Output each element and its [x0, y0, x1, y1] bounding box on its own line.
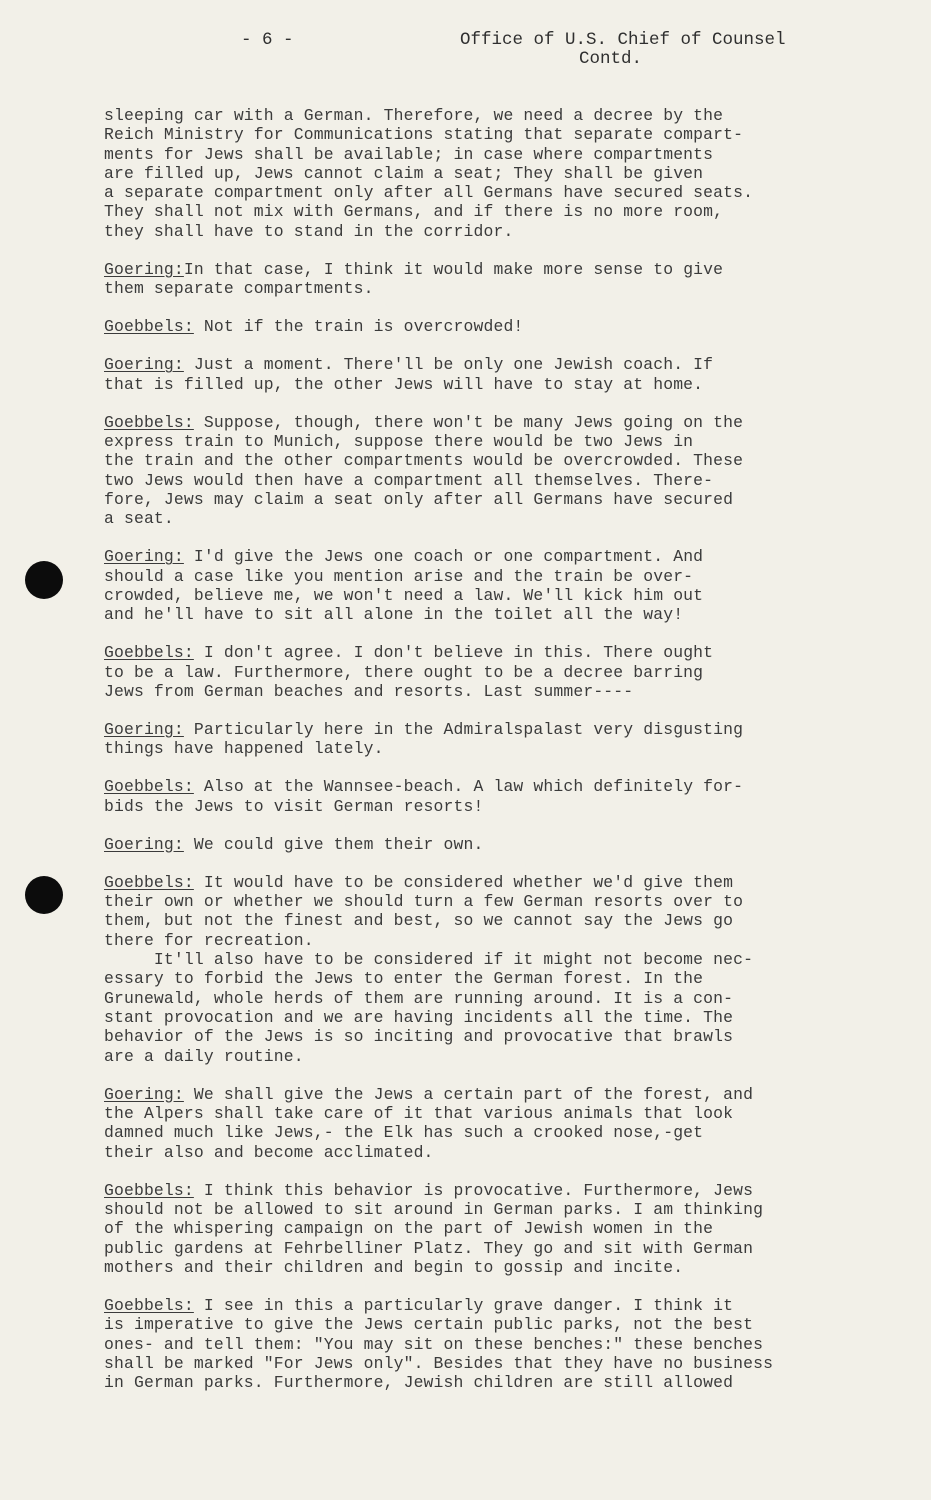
text-line: of the whispering campaign on the part of Jewish women in the [104, 1219, 714, 1239]
speaker-text: Not if the train is overcrowded! [193, 317, 524, 337]
text-line: a separate compartment only after all Germans have secured seats. [104, 183, 754, 203]
text-line: are a daily routine. [104, 1046, 304, 1066]
speaker-name: Goering: [104, 1084, 184, 1104]
speaker-text: We could give them their own. [183, 834, 484, 854]
speaker-name: Goering: [104, 834, 184, 854]
text-line: the Alpers shall take care of it that various animals that look [104, 1103, 734, 1123]
transcript-paragraph [104, 1296, 904, 1392]
text-line: they shall have to stand in the corridor. [104, 221, 514, 241]
speaker-text: Also at the Wannsee-beach. A law which definitely for- [193, 777, 744, 797]
transcript-paragraph [104, 1085, 904, 1162]
speaker-name: Goebbels: [104, 412, 194, 432]
text-line: should not be allowed to sit around in German parks. I am thinking [104, 1199, 764, 1219]
text-line: They shall not mix with Germans, and if there is no more room, [104, 202, 724, 222]
speaker-text: Particularly here in the Admiralspalast very disgusting [183, 720, 744, 739]
text-line: essary to forbid the Jews to enter the German forest. In the [104, 969, 704, 989]
paragraph-first-line [104, 317, 904, 336]
text-line: should a case like you mention arise and the train be over- [104, 566, 694, 586]
text-line: ments for Jews shall be available; in case where compartments [104, 144, 714, 164]
text-line: the train and the other compartments would be overcrowded. These [104, 451, 744, 471]
transcript-paragraph [104, 873, 904, 1066]
speaker-text: I think this behavior is provocative. Furthermore, Jews [193, 1180, 754, 1200]
speaker-name: Goering: [104, 547, 184, 567]
speaker-name: Goebbels: [104, 1295, 194, 1315]
paragraph-first-line [104, 413, 904, 432]
speaker-name: Goebbels: [104, 317, 194, 337]
text-line: are filled up, Jews cannot claim a seat; They shall be given [104, 163, 704, 183]
text-line: bids the Jews to visit German resorts! [104, 796, 484, 816]
text-line: crowded, believe me, we won't need a law. We'll kick him out [104, 585, 704, 605]
continued-label: Contd. [579, 49, 643, 69]
speaker-name: Goering: [104, 355, 184, 375]
speaker-text: I'd give the Jews one coach or one compartment. And [183, 547, 704, 567]
transcript-paragraph [104, 777, 904, 816]
speaker-name: Goebbels: [104, 872, 194, 892]
text-line: stant provocation and we are having incidents all the time. The [104, 1007, 734, 1027]
text-line: them, but not the finest and best, so we cannot say the Jews go [104, 911, 734, 931]
text-line: in German parks. Furthermore, Jewish children are still allowed [104, 1373, 734, 1393]
office-title: Office of U.S. Chief of Counsel [460, 30, 786, 50]
text-line: two Jews would then have a compartment all themselves. There- [104, 470, 714, 490]
text-line: behavior of the Jews is so inciting and provocative that brawls [104, 1027, 734, 1047]
speaker-text: Just a moment. There'll be only one Jewish coach. If [183, 355, 714, 375]
paragraph-first-line [104, 260, 904, 279]
text-line: and he'll have to sit all alone in the toilet all the way! [104, 605, 684, 625]
text-line: them separate compartments. [104, 279, 374, 299]
text-line: mothers and their children and begin to gossip and incite. [104, 1257, 684, 1277]
text-line: Reich Ministry for Communications stating that separate compart- [104, 125, 744, 145]
paragraph-first-line [104, 1085, 904, 1104]
text-line: is imperative to give the Jews certain public parks, not the best [104, 1315, 754, 1335]
speaker-text: It would have to be considered whether we'd give them [193, 872, 734, 892]
speaker-name: Goebbels: [104, 643, 194, 663]
transcript-paragraph [104, 835, 904, 854]
paragraph-first-line [104, 643, 904, 662]
text-line: their also and become acclimated. [104, 1142, 434, 1162]
paragraph-first-line [104, 873, 904, 892]
speaker-name: Goebbels: [104, 777, 194, 797]
text-line: It'll also have to be considered if it might not become nec- [104, 950, 754, 970]
transcript-body [104, 106, 904, 1411]
transcript-paragraph [104, 106, 904, 241]
speaker-text: I don't agree. I don't believe in this. There ought [193, 643, 714, 663]
page-header [0, 28, 931, 72]
text-line: things have happened lately. [104, 739, 384, 759]
text-line: Jews from German beaches and resorts. Last summer---- [104, 681, 634, 701]
speaker-text: I see in this a particularly grave danger. I think it [193, 1295, 734, 1315]
transcript-paragraph [104, 317, 904, 336]
speaker-name: Goebbels: [104, 1180, 194, 1200]
speaker-text: Suppose, though, there won't be many Jews going on the [193, 412, 744, 432]
transcript-paragraph [104, 1181, 904, 1277]
text-line: a seat. [104, 509, 174, 529]
transcript-paragraph [104, 643, 904, 701]
text-line: Grunewald, whole herds of them are running around. It is a con- [104, 988, 734, 1008]
text-line: fore, Jews may claim a seat only after all Germans have secured [104, 489, 734, 509]
text-line: there for recreation. [104, 930, 314, 950]
speaker-name: Goering: [104, 259, 184, 279]
transcript-paragraph [104, 413, 904, 529]
text-line: sleeping car with a German. Therefore, we need a decree by the [104, 106, 724, 125]
text-line: ones- and tell them: "You may sit on these benches:" these benches [104, 1334, 764, 1354]
page-number: - 6 - [241, 30, 294, 50]
transcript-paragraph [104, 355, 904, 394]
paragraph-first-line [104, 355, 904, 374]
paragraph-first-line [104, 835, 904, 854]
text-line: to be a law. Furthermore, there ought to be a decree barring [104, 662, 704, 682]
speaker-name: Goering: [104, 720, 184, 739]
paragraph-first-line [104, 1296, 904, 1315]
transcript-paragraph [104, 260, 904, 299]
text-line: shall be marked "For Jews only". Besides that they have no business [104, 1353, 774, 1373]
paragraph-first-line [104, 1181, 904, 1200]
text-line: express train to Munich, suppose there would be two Jews in [104, 432, 694, 452]
paragraph-first-line [104, 547, 904, 566]
text-line: their own or whether we should turn a few German resorts over to [104, 892, 744, 912]
punch-hole [25, 561, 63, 599]
punch-hole [25, 876, 63, 914]
transcript-paragraph [104, 720, 904, 759]
speaker-text: We shall give the Jews a certain part of the forest, and [183, 1084, 754, 1104]
text-line: damned much like Jews,- the Elk has such a crooked nose,-get [104, 1123, 704, 1143]
paragraph-first-line [104, 720, 904, 739]
speaker-text: In that case, I think it would make more sense to give [183, 259, 724, 279]
paragraph-first-line [104, 777, 904, 796]
text-line: public gardens at Fehrbelliner Platz. They go and sit with German [104, 1238, 754, 1258]
transcript-paragraph [104, 547, 904, 624]
text-line: that is filled up, the other Jews will have to stay at home. [104, 374, 704, 394]
